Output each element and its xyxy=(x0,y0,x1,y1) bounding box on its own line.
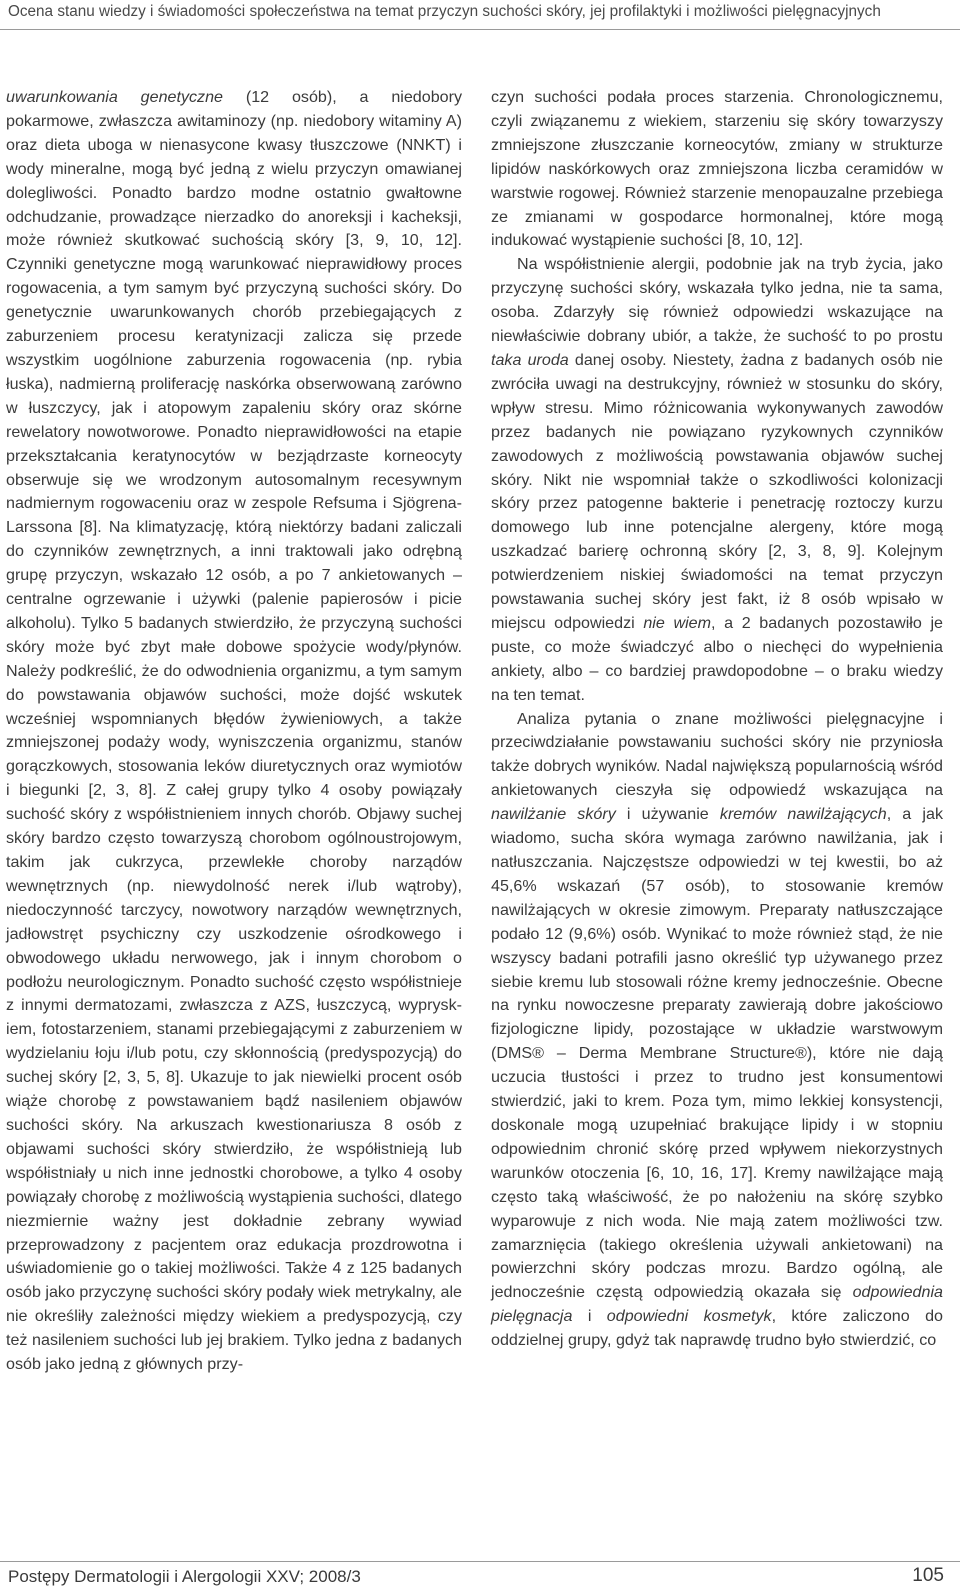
emphasis: odpowiedni kosmetyk xyxy=(606,1307,772,1326)
left-column xyxy=(6,86,462,1377)
text-span: , które zaliczono do oddzielnej grupy, gdyż tak naprawdę trudno było stwierdzić, co xyxy=(491,1307,943,1350)
emphasis: taka uroda xyxy=(491,350,569,369)
emphasis: kremów nawilżających xyxy=(719,805,887,824)
text-span: , a 2 badanych pozostawiło je puste, co może świadczyć albo o niechęci do wypełnienia ankiety, albo – co bardziej prawdopodobne – o braku wiedzy na ten temat. xyxy=(491,613,943,704)
text-span: danej osoby. Niestety, żadna z badanych osób nie zwróciła uwagi na destrukcyjny, również w stosunku do skóry, wpływ stresu. Mimo różnicowania wykonywanych zawodów przez badanych nie powiązano ryzykownych czynników zawodowych z możliwością powstawania objawów suchej skóry. Nikt nie wspomniał także o szkodliwości kolonizacji skóry przez patogenne bakterie i penetrację roztoczy kurzu domowego lub inne potencjalne alergeny, które mogą uszkadzać barierę ochronną skóry [2, 3, 8, 9]. Kolejnym potwierdzeniem niskiej świadomości na temat przyczyn powstawania suchej skóry jest fakt, iż 8 osób wpisało w miejscu odpowiedzi xyxy=(491,350,943,632)
text-span: i xyxy=(572,1307,607,1326)
text-span: Analiza pytania o znane możliwości pielęgnacyjne i przeciwdziałanie powstawaniu suchości skóry nie przyniosła także dobrych wyników. Nadal największą popularnością wśród ankietowanych cieszyła się odpowiedź wskazująca na xyxy=(491,709,943,800)
paragraph xyxy=(6,86,462,1377)
footer-divider xyxy=(0,1561,960,1562)
text-span: czyn suchości podała proces starzenia. Chronologicznemu, czyli związanemu z wiekiem, starzeniu się skóry towarzyszy zmniejszone złuszczanie korneocytów, zmiany w strukturze lipidów naskórkowych oraz zmniejszona liczba ceramidów w warstwie rogowej. Również starzenie menopauzalne przebiega ze zmianami w gospodarce hormonalnej, które mogą indukować wystąpienie suchości [8, 10, 12]. xyxy=(491,88,943,250)
emphasis: nawilżanie skóry xyxy=(491,805,616,824)
running-header xyxy=(0,0,960,30)
running-title: Ocena stanu wiedzy i świadomości społeczeństwa na temat przyczyn suchości skóry, jej profilaktyki i możliwości pielęgnacyjnych xyxy=(8,3,881,20)
page-number: 105 xyxy=(912,1565,944,1586)
emphasis: uwarunkowania genetyczne xyxy=(6,88,223,106)
emphasis: nie wiem xyxy=(643,613,712,632)
paragraph xyxy=(491,708,943,1353)
right-column xyxy=(491,86,943,1353)
journal-citation: Postępy Dermatologii i Alergologii XXV; 2008/3 xyxy=(8,1567,361,1586)
text-span: Na współistnienie alergii, podobnie jak na tryb życia, jako przyczynę suchości skóry, wskazała tylko jedna, nie ta sama, osoba. Zdarzyły się również odpowiedzi wskazujące na niewłaściwie dobrany ubiór, a także, że suchość to po prostu xyxy=(491,255,943,346)
emphasis: odpowiednia pielęgnacja xyxy=(491,1283,943,1326)
text-span: (12 osób), a niedobory pokarmowe, zwłaszcza awitaminozy (np. niedobory witaminy A) oraz dieta uboga w nienasycone kwasy tłuszczowe (NNKT) i wody mineralne, mogą być jedną z wielu przyczyn omawianej dolegliwości. Ponadto bardzo modne ostatnio gwałtowne odchudzanie, prowadzące nierzadko do anoreksji i kacheksji, może również skutkować suchością skóry [3, 9, 10, 12]. Czynniki genetyczne mogą warunkować nieprawidłowy proces rogowacenia, a tym samym być przyczyną suchości skóry. Do genetycznie uwarunkowanych chorób przebiegających z zaburzeniem procesu keratynizacji zalicza się przede wszystkim uogólnione zaburzenia rogowacenia (np. rybia łuska), nadmierną proliferację naskórka obserwowaną zarówno w łuszczycy, jak i atopowym zapaleniu skóry oraz skórne rewelatory nowotworowe. Ponadto nieprawidłowości na etapie przekształcania keratynocytów w bezjądrzaste korneocyty obserwuje się we wrodzonym autosomalnym recesywnym nadmiernym rogowaceniu oraz w zespole Refsuma i Sjögrena-Larssona [8]. Na klimatyzację, którą niektórzy badani zaliczali do czynników zewnętrznych, a inni traktowali jako odrębną grupę przyczyn, wskazało 12 osób, a po 7 ankietowanych – centralne ogrzewanie i używki (palenie papierosów i picie alkoholu). Tylko 5 badanych stwierdziło, że przyczyną suchości skóry może być zbyt małe dobowe spożycie wody/płynów. Należy podkreślić, że do odwodnienia organizmu, a tym samym do powstawania objawów suchości, może dojść wskutek wcześniej wspomnianych błędów żywieniowych, a także zmniejszonej podaży wody, wyniszczenia organizmu, stanów gorączkowych, stosowania leków diuretycznych oraz wymiotów i biegunki [2, 3, 8]. Z całej grupy tylko 4 osoby powiązały suchość skóry z współistnieniem innych chorób. Objawy suchej skóry bardzo często towarzyszą chorobom ogólnoustrojowym, takim jak cukrzyca, przewlekłe choroby narządów wewnętrznych (np. niewydolność nerek i/lub wątroby), niedoczynność tarczycy, nowotwory narządów wewnętrznych, jadłowstręt psychiczny czy uszkodzenie ośrodkowego i obwodowego układu nerwowego, jak i innym chorobom o podłożu neurologicznym. Ponadto suchość często współistnieje z innymi dermatozami, zwłaszcza z AZS, łuszczycą, wypryskiem, fotostarzeniem, stanami przebiegającymi z zaburzeniem w wydzielaniu łoju i/lub potu, czy skłonnością (predyspozycją) do suchej skóry [2, 3, 5, 8]. Ukazuje to jak niewielki procent osób wiąże chorobę z powstawaniem bądź nasileniem objawów suchości skóry. Na arkuszach kwestionariusza 8 osób z objawami suchości skóry stwierdziło, że współistnieją lub współistniały u nich inne jednostki chorobowe, a tylko 4 osoby powiązały chorobę z możliwością wystąpienia suchości, dlatego niezmiernie ważny jest dokładnie zebrany wywiad przeprowadzony z pacjentem oraz edukacja prozdrowotna i uświadomienie go o takiej możliwości. Także 4 z 125 badanych osób jako przyczynę suchości skóry podały wiek metrykalny, ale nie określiły zależności między wiekiem a predyspozycją, czy też nasileniem suchości lub jej brakiem. Tylko jedna z badanych osób jako jedną z głównych przy- xyxy=(6,88,462,1374)
paragraph xyxy=(491,86,943,253)
paragraph xyxy=(491,253,943,707)
text-span: , a jak wiadomo, sucha skóra wymaga zarówno nawilżania, jak i natłuszczania. Najczęstsze odpowiedzi w tej kwestii, bo aż 45,6% wskazań (57 osób), to stosowanie kremów nawilżających w okresie zimowym. Preparaty natłuszczające podało 12 (9,6%) osób. Wynikać to może również stąd, że nie wszyscy badani potrafili jasno określić typ używanego przez siebie kremu lub stosowali różne kremy jednocześnie. Obecne na rynku nowoczesne preparaty zawierają dobre jakościowo fizjologiczne lipidy, pozostające w układzie warstwowym (DMS® – Derma Membrane Structure®), które nie dają uczucia tłustości i przez to trudno jest konsumentowi stwierdzić, jaki to krem. Poza tym, mimo lekkiej konsystencji, doskonale mogą uzupełniać brakujące lipidy i w stopniu odpowiednim chronić skórę przed wpływem niekorzystnych warunków otoczenia [6, 10, 16, 17]. Kremy nawilżające mają często taką właściwość, że po nałożeniu na skórę szybko wyparowuje z nich woda. Nie mają zatem możliwości tzw. zamarznięcia (takiego określenia używali ankietowani) na powierzchni skóry podczas mrozu. Bardzo ogólną, ale jednocześnie częstą odpowiedzią okazała się xyxy=(491,805,943,1302)
text-span: i używanie xyxy=(615,805,720,824)
